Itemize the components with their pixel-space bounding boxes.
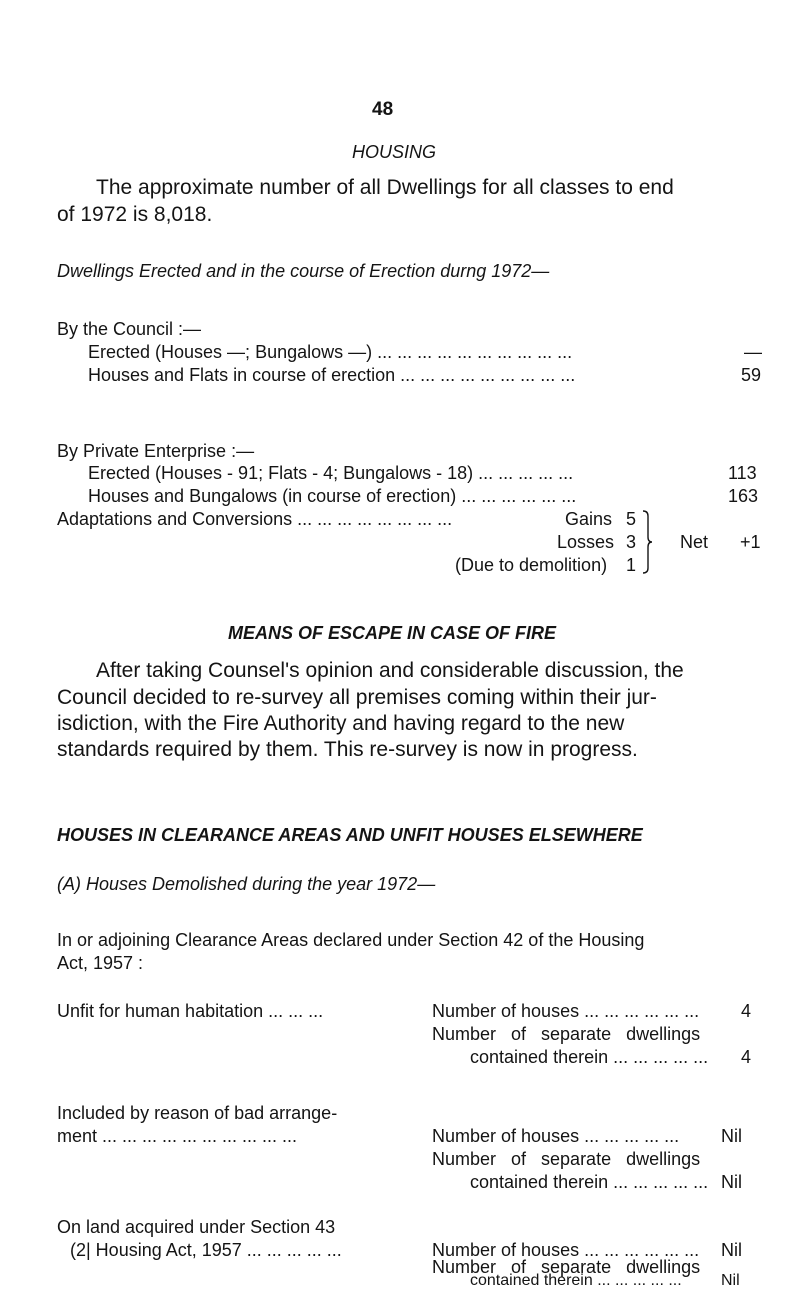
clearance-subheading: (A) Houses Demolished during the year 1972— xyxy=(57,874,436,894)
group-3-dwellings-label: Number of separate dwellings xyxy=(432,1257,701,1277)
group-2-left-line-1: Included by reason of bad arrange- xyxy=(57,1103,338,1123)
adaptations-label: Adaptations and Conversions ... ... ... ... ... ... ... ... xyxy=(57,509,453,529)
brace-icon xyxy=(642,510,652,574)
group-2-dwellings-value: Nil xyxy=(721,1172,742,1192)
net-value: +1 xyxy=(740,532,761,552)
clearance-intro-line-1: In or adjoining Clearance Areas declared under Section 42 of the Housing xyxy=(57,930,645,950)
fire-line-1: After taking Counsel's opinion and considerable discussion, the xyxy=(96,659,684,682)
page-title: HOUSING xyxy=(352,142,437,162)
group-1-dwellings-label: Number of separate dwellings xyxy=(432,1024,701,1044)
demolition-value: 1 xyxy=(626,555,637,575)
group-3-houses-label: Number of houses ... ... ... ... ... ... xyxy=(432,1240,700,1260)
council-heading: By the Council :— xyxy=(57,319,202,339)
group-1-dwellings-value: 4 xyxy=(741,1047,752,1067)
fire-line-4: standards required by them. This re-survey is now in progress. xyxy=(57,738,638,761)
losses-value: 3 xyxy=(626,532,637,552)
group-2-dwellings-label: Number of separate dwellings xyxy=(432,1149,701,1169)
intro-line-2: of 1972 is 8,018. xyxy=(57,203,213,226)
private-row-erected-label: Erected (Houses - 91; Flats - 4; Bungalows - 18) ... ... ... ... ... xyxy=(88,463,574,483)
group-1-left-line-1: Unfit for human habitation ... ... ... xyxy=(57,1001,324,1021)
fire-line-3: isdiction, with the Fire Authority and having regard to the new xyxy=(57,712,625,735)
group-3-left-line-1: On land acquired under Section 43 xyxy=(57,1217,336,1237)
group-2-houses-label: Number of houses ... ... ... ... ... xyxy=(432,1126,680,1146)
private-heading: By Private Enterprise :— xyxy=(57,441,255,461)
intro-line-1: The approximate number of all Dwellings for all classes to end xyxy=(96,176,674,199)
group-3-left-line-2: (2| Housing Act, 1957 ... ... ... ... ... xyxy=(70,1240,342,1260)
group-3-houses-value: Nil xyxy=(721,1240,742,1260)
fire-line-2: Council decided to re-survey all premises coming within their jur- xyxy=(57,686,657,709)
group-2-houses-value: Nil xyxy=(721,1126,742,1146)
demolition-label: (Due to demolition) xyxy=(455,555,608,575)
clearance-intro-line-2: Act, 1957 : xyxy=(57,953,144,973)
group-3-dwellings-value: Nil xyxy=(721,1272,740,1289)
group-3-contained-label: contained therein ... ... ... ... ... xyxy=(470,1272,682,1289)
council-row-course-label: Houses and Flats in course of erection ... ... ... ... ... ... ... ... ... xyxy=(88,365,576,385)
group-2-left-line-2: ment ... ... ... ... ... ... ... ... ... ... xyxy=(57,1126,298,1146)
losses-label: Losses xyxy=(557,532,615,552)
private-row-course-value: 163 xyxy=(728,486,759,506)
gains-label: Gains xyxy=(565,509,613,529)
gains-value: 5 xyxy=(626,509,637,529)
group-1-houses-value: 4 xyxy=(741,1001,752,1021)
page-number: 48 xyxy=(372,99,394,120)
net-label: Net xyxy=(680,532,709,552)
private-row-course-label: Houses and Bungalows (in course of erection) ... ... ... ... ... ... xyxy=(88,486,577,506)
group-1-contained-label: contained therein ... ... ... ... ... xyxy=(470,1047,709,1067)
group-2-contained-label: contained therein ... ... ... ... ... xyxy=(470,1172,709,1192)
council-row-erected-label: Erected (Houses —; Bungalows —) ... ... ... ... ... ... ... ... ... ... xyxy=(88,342,573,362)
group-1-houses-label: Number of houses ... ... ... ... ... ... xyxy=(432,1001,700,1021)
fire-heading: MEANS OF ESCAPE IN CASE OF FIRE xyxy=(228,623,557,643)
private-row-erected-value: 113 xyxy=(728,463,757,483)
erected-heading: Dwellings Erected and in the course of Erection durng 1972— xyxy=(57,261,550,281)
clearance-heading: HOUSES IN CLEARANCE AREAS AND UNFIT HOUSES ELSEWHERE xyxy=(57,825,643,845)
council-row-erected-value: — xyxy=(744,342,762,362)
council-row-course-value: 59 xyxy=(741,365,762,385)
